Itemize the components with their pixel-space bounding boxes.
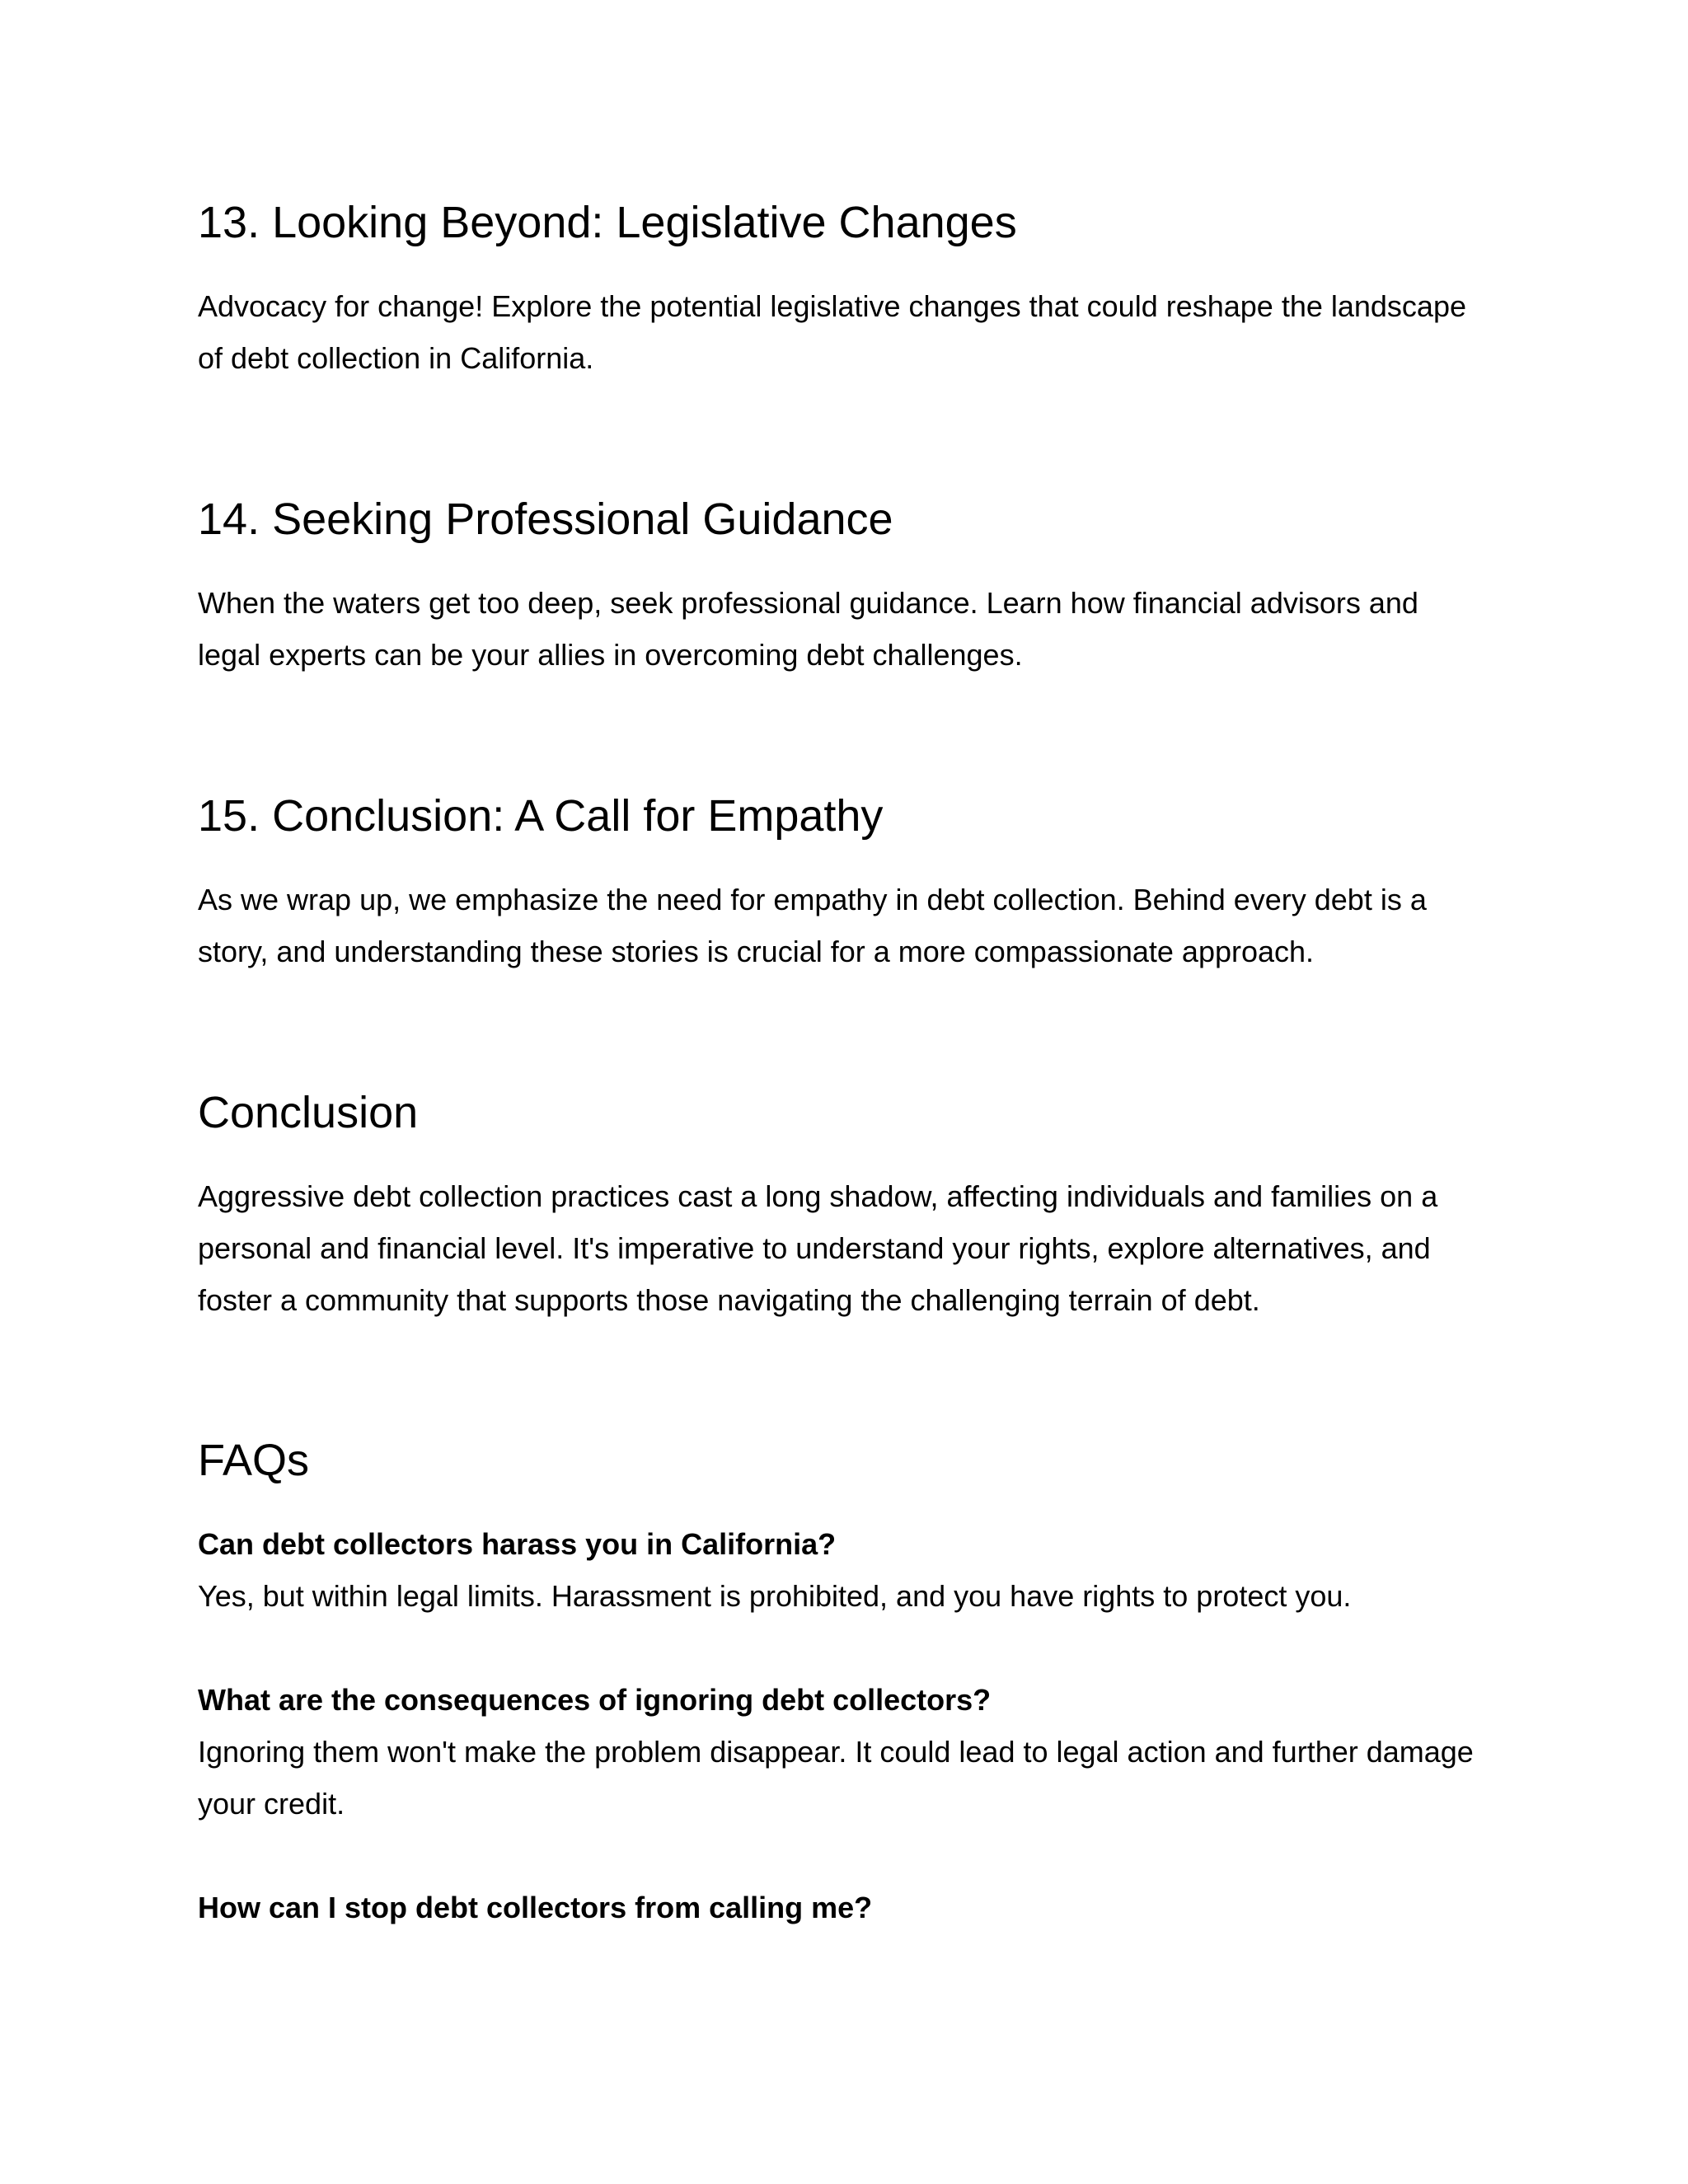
faqs-heading: FAQs	[198, 1436, 310, 1485]
section-heading-legislative-changes: 13. Looking Beyond: Legislative Changes	[198, 198, 1017, 247]
faq-answer: Yes, but within legal limits. Harassment is prohibited, and you have rights to protect you.	[198, 1579, 1352, 1613]
section-body-legislative-changes: Advocacy for change! Explore the potential legislative changes that could reshape the landscape of debt collection in California.	[198, 289, 1466, 375]
faq-question: Can debt collectors harass you in California?	[198, 1527, 837, 1561]
section-heading-call-for-empathy: 15. Conclusion: A Call for Empathy	[198, 791, 884, 841]
section-heading-conclusion: Conclusion	[198, 1088, 419, 1137]
section-body-call-for-empathy: As we wrap up, we emphasize the need for empathy in debt collection. Behind every debt is a story, and understanding these stories is crucial for a more compassionate approach.	[198, 883, 1427, 968]
section-heading-professional-guidance: 14. Seeking Professional Guidance	[198, 494, 893, 544]
section-body-conclusion: Aggressive debt collection practices cast a long shadow, affecting individuals and families on a personal and financial level. It's imperative to understand your rights, explore alternatives, and foster a community that supports those navigating the challenging terrain of debt.	[198, 1179, 1438, 1317]
section-body-professional-guidance: When the waters get too deep, seek professional guidance. Learn how financial advisors and legal experts can be your allies in overcoming debt challenges.	[198, 586, 1418, 672]
faq-question: How can I stop debt collectors from calling me?	[198, 1891, 873, 1924]
faq-answer: Ignoring them won't make the problem disappear. It could lead to legal action and further damage your credit.	[198, 1735, 1474, 1821]
faq-question: What are the consequences of ignoring debt collectors?	[198, 1683, 992, 1717]
